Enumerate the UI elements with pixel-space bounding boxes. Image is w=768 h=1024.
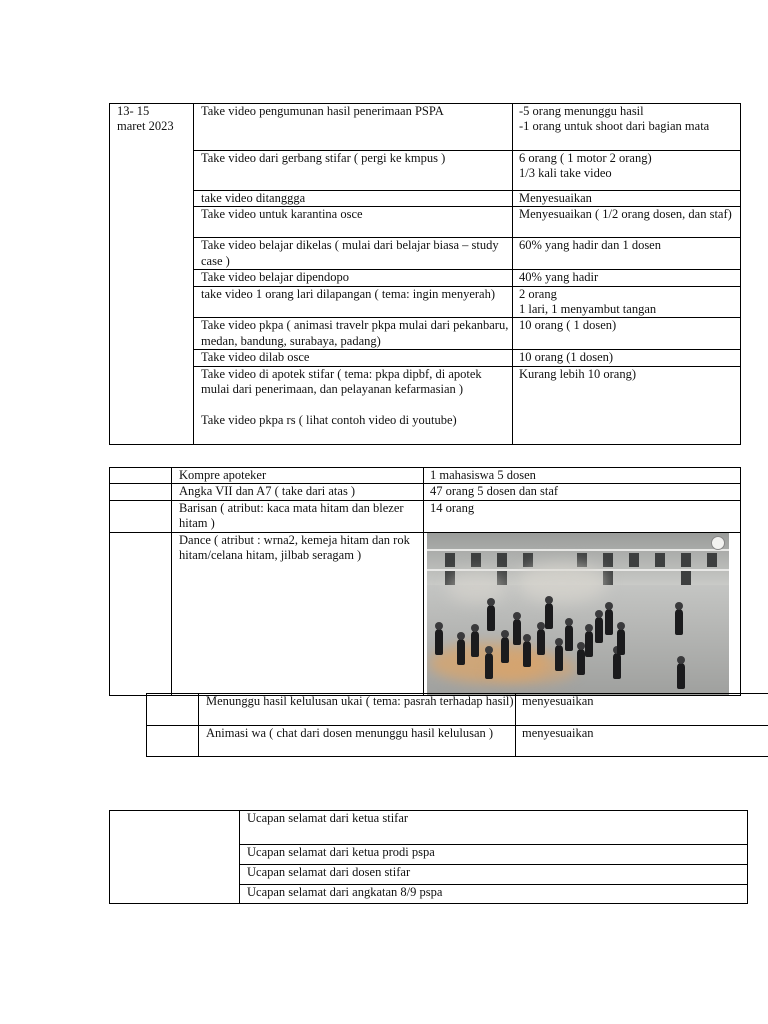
activity-cell: Dance ( atribut : wrna2, kemeja hitam dan rok hitam/celana hitam, jilbab seragam ) xyxy=(172,532,424,695)
activity-cell: Take video pengumunan hasil penerimaan PSPA xyxy=(194,104,513,151)
schedule-table xyxy=(109,103,741,445)
empty-cell xyxy=(110,500,172,532)
notes-cell: 47 orang 5 dosen dan staf xyxy=(424,484,741,500)
table-row xyxy=(110,500,741,532)
ukai-table xyxy=(146,693,768,757)
activity-cell: Kompre apoteker xyxy=(172,468,424,484)
activity-cell: Take video dari gerbang stifar ( pergi ke kmpus ) xyxy=(194,151,513,191)
table-row xyxy=(110,238,741,270)
activity-cell: Take video dilab osce xyxy=(194,350,513,366)
notes-cell: Menyesuaikan ( 1/2 orang dosen, dan staf) xyxy=(513,207,741,238)
activity-cell: Take video belajar dipendopo xyxy=(194,270,513,286)
photo-cell xyxy=(424,532,741,695)
activity-cell: Take video belajar dikelas ( mulai dari belajar biasa – study case ) xyxy=(194,238,513,270)
ucapan-cell: Ucapan selamat dari ketua stifar xyxy=(240,811,748,845)
table-row xyxy=(110,366,741,444)
notes-cell: 2 orang 1 lari, 1 menyambut tangan xyxy=(513,286,741,318)
notes-cell: 14 orang xyxy=(424,500,741,532)
table-row xyxy=(110,191,741,207)
table-row xyxy=(110,350,741,366)
notes-cell: menyesuaikan xyxy=(516,694,768,726)
table-row xyxy=(110,468,741,484)
table-row xyxy=(110,207,741,238)
date-cell: 13- 15 maret 2023 xyxy=(110,104,194,445)
notes-cell: 10 orang ( 1 dosen) xyxy=(513,318,741,350)
empty-cell xyxy=(147,726,199,757)
notes-cell: 60% yang hadir dan 1 dosen xyxy=(513,238,741,270)
kompre-table xyxy=(109,467,741,696)
notes-cell: 10 orang (1 dosen) xyxy=(513,350,741,366)
empty-cell xyxy=(147,694,199,726)
notes-cell: Menyesuaikan xyxy=(513,191,741,207)
empty-cell xyxy=(110,532,172,695)
activity-cell: Menunggu hasil kelulusan ukai ( tema: pasrah terhadap hasil) xyxy=(199,694,516,726)
empty-cell xyxy=(110,811,240,904)
table-row xyxy=(147,726,768,757)
activity-cell: Take video pkpa ( animasi travelr pkpa mulai dari pekanbaru, medan, bandung, surabaya, padang) xyxy=(194,318,513,350)
notes-cell: -5 orang menunggu hasil -1 orang untuk shoot dari bagian mata xyxy=(513,104,741,151)
activity-cell: Take video untuk karantina osce xyxy=(194,207,513,238)
table-row xyxy=(110,484,741,500)
table-row xyxy=(110,532,741,695)
notes-cell: menyesuaikan xyxy=(516,726,768,757)
table-row xyxy=(110,151,741,191)
table-row xyxy=(110,104,741,151)
campus-logo-icon xyxy=(711,536,725,550)
notes-cell: Kurang lebih 10 orang) xyxy=(513,366,741,444)
table-row xyxy=(147,694,768,726)
activity-cell: Barisan ( atribut: kaca mata hitam dan blezer hitam ) xyxy=(172,500,424,532)
activity-cell: Animasi wa ( chat dari dosen menunggu hasil kelulusan ) xyxy=(199,726,516,757)
activity-cell: Angka VII dan A7 ( take dari atas ) xyxy=(172,484,424,500)
table-row xyxy=(110,270,741,286)
empty-cell xyxy=(110,484,172,500)
activity-cell: take video 1 orang lari dilapangan ( tema: ingin menyerah) xyxy=(194,286,513,318)
table-row xyxy=(110,811,748,845)
ucapan-cell: Ucapan selamat dari dosen stifar xyxy=(240,865,748,885)
table-row xyxy=(110,286,741,318)
activity-cell: Take video di apotek stifar ( tema: pkpa dipbf, di apotek mulai dari penerimaan, dan pelayanan kefarmasian ) Take video pkpa rs ( lihat contoh video di youtube) xyxy=(194,366,513,444)
ucapan-cell: Ucapan selamat dari angkatan 8/9 pspa xyxy=(240,885,748,904)
notes-cell: 6 orang ( 1 motor 2 orang) 1/3 kali take video xyxy=(513,151,741,191)
empty-cell xyxy=(110,468,172,484)
notes-cell: 40% yang hadir xyxy=(513,270,741,286)
table-row xyxy=(110,318,741,350)
activity-cell: take video ditanggga xyxy=(194,191,513,207)
ucapan-cell: Ucapan selamat dari ketua prodi pspa xyxy=(240,845,748,865)
dance-photo xyxy=(427,533,729,695)
notes-cell: 1 mahasiswa 5 dosen xyxy=(424,468,741,484)
ucapan-table xyxy=(109,810,748,904)
